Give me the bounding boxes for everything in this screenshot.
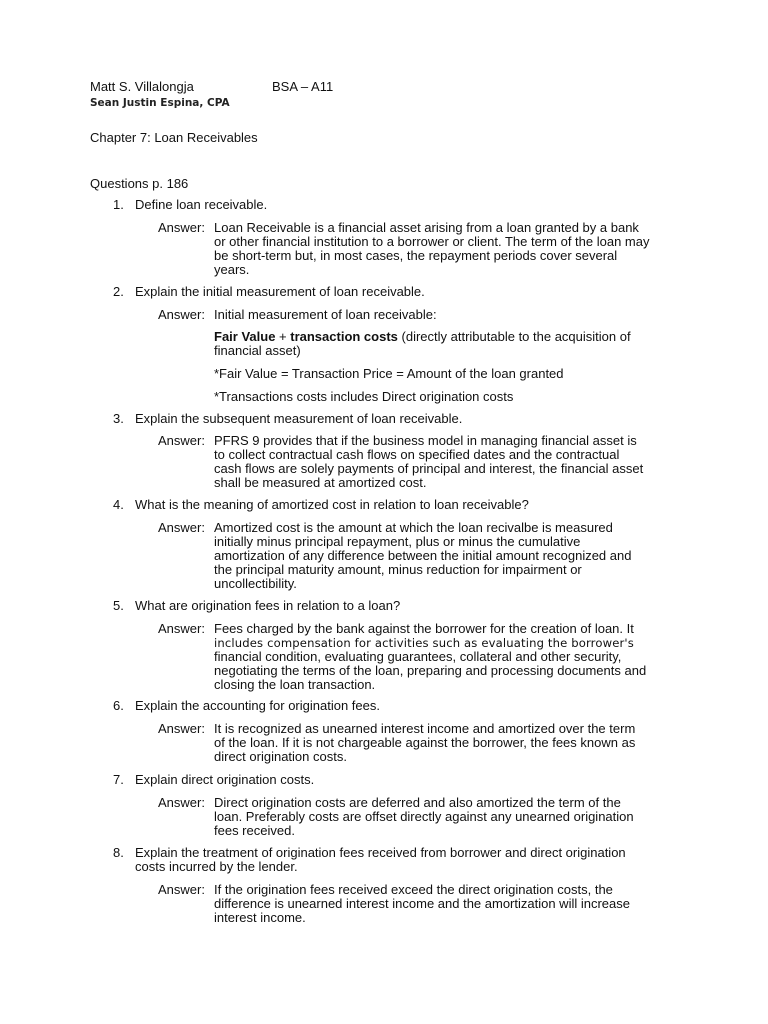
- question-text: Define loan receivable.: [135, 197, 268, 212]
- answer-8: [158, 883, 678, 925]
- question-number: 7.: [113, 772, 124, 787]
- question-number: 6.: [113, 698, 124, 713]
- question-number: 1.: [113, 197, 124, 212]
- questions-heading: Questions p. 186: [90, 176, 189, 191]
- answer-1: [158, 221, 678, 277]
- answer-6: [158, 722, 678, 764]
- fair-value-term: Fair Value: [214, 329, 276, 344]
- answer-label: Answer:: [158, 433, 205, 448]
- chapter-title: Chapter 7: Loan Receivables: [90, 130, 258, 145]
- transaction-costs-term: transaction costs: [290, 329, 398, 344]
- question-text: Explain the accounting for origination fees.: [135, 698, 380, 713]
- answer-label: Answer:: [158, 621, 205, 636]
- answer-line: Loan Receivable is a financial asset arising from a loan granted by a bank: [214, 220, 639, 235]
- answer-line: to collect contractual cash flows on specified dates and the contractual: [214, 447, 620, 462]
- answer-line: closing the loan transaction.: [214, 677, 376, 692]
- fair-value-note: *Fair Value = Transaction Price = Amount of the loan granted: [214, 366, 564, 381]
- question-text: Explain direct origination costs.: [135, 772, 315, 787]
- answer-line: difference is unearned interest income and the amortization will increase: [214, 896, 630, 911]
- answer-line: amortization of any difference between the initial amount recognized and: [214, 548, 632, 563]
- answer-line: shall be measured at amortized cost.: [214, 475, 427, 490]
- question-number: 5.: [113, 598, 124, 613]
- answer-line: cash flows are solely payments of principal and interest, the financial asset: [214, 461, 644, 476]
- answer-3: [158, 434, 678, 490]
- answer-7: [158, 796, 678, 838]
- answer-label: Answer:: [158, 220, 205, 235]
- answer-line: of the loan. If it is not chargeable against the borrower, the fees known as: [214, 735, 636, 750]
- answer-line: uncollectibility.: [214, 576, 297, 591]
- answer-2: [158, 308, 678, 322]
- question-text: Explain the treatment of origination fees received from borrower and direct origination: [135, 845, 626, 860]
- answer-line: Direct origination costs are deferred and also amortized the term of the: [214, 795, 621, 810]
- answer-line: interest income.: [214, 910, 306, 925]
- question-text: costs incurred by the lender.: [135, 859, 298, 874]
- answer-label: Answer:: [158, 307, 205, 322]
- answer-line: financial condition, evaluating guarantees, collateral and other security,: [214, 649, 622, 664]
- question-number: 3.: [113, 411, 124, 426]
- question-3: [113, 412, 673, 426]
- answer-5: [158, 622, 678, 692]
- question-5: [113, 599, 673, 613]
- question-1: [113, 198, 673, 212]
- answer-label: Answer:: [158, 721, 205, 736]
- question-4: [113, 498, 673, 512]
- question-text: Explain the subsequent measurement of loan receivable.: [135, 411, 463, 426]
- answer-line: It is recognized as unearned interest income and amortized over the term: [214, 721, 636, 736]
- answer-line: Initial measurement of loan receivable:: [214, 307, 437, 322]
- instructor-name: Sean Justin Espina, CPA: [90, 97, 230, 109]
- answer-line: direct origination costs.: [214, 749, 347, 764]
- course-section: BSA – A11: [272, 79, 334, 94]
- question-number: 4.: [113, 497, 124, 512]
- answer-line: includes compensation for activities such as evaluating the borrower's: [214, 636, 634, 650]
- answer-line: the principal maturity amount, minus reduction for impairment or: [214, 562, 582, 577]
- question-6: [113, 699, 673, 713]
- answer-line: Amortized cost is the amount at which the loan recivalbe is measured: [214, 520, 613, 535]
- answer-line: loan. Preferably costs are offset directly against any unearned origination: [214, 809, 634, 824]
- answer-line: Fees charged by the bank against the borrower for the creation of loan. It: [214, 621, 634, 636]
- question-number: 2.: [113, 284, 124, 299]
- answer-label: Answer:: [158, 520, 205, 535]
- question-8: [113, 846, 673, 874]
- question-number: 8.: [113, 845, 124, 860]
- formula-note-continued: financial asset): [214, 343, 301, 358]
- answer-line: If the origination fees received exceed the direct origination costs, the: [214, 882, 613, 897]
- student-name: Matt S. Villalongja: [90, 79, 194, 94]
- answer-line: be short-term but, in most cases, the repayment periods cover several: [214, 248, 618, 263]
- answer-line: negotiating the terms of the loan, preparing and processing documents and: [214, 663, 647, 678]
- answer-line: initially minus principal repayment, plus or minus the cumulative: [214, 534, 581, 549]
- question-text: What is the meaning of amortized cost in relation to loan receivable?: [135, 497, 529, 512]
- answer-label: Answer:: [158, 882, 205, 897]
- answer-line: PFRS 9 provides that if the business model in managing financial asset is: [214, 433, 637, 448]
- question-2: [113, 285, 673, 299]
- document-header: [90, 80, 690, 110]
- question-7: [113, 773, 673, 787]
- answer-4: [158, 521, 678, 591]
- formula-note: (directly attributable to the acquisition of: [397, 329, 631, 344]
- initial-measurement-formula: [214, 330, 674, 358]
- transaction-costs-note: *Transactions costs includes Direct origination costs: [214, 389, 514, 404]
- question-text: Explain the initial measurement of loan receivable.: [135, 284, 425, 299]
- question-text: What are origination fees in relation to a loan?: [135, 598, 401, 613]
- plus-sign: +: [275, 329, 291, 344]
- answer-line: years.: [214, 262, 250, 277]
- answer-line: or other financial institution to a borrower or client. The term of the loan may: [214, 234, 650, 249]
- answer-line: fees received.: [214, 823, 295, 838]
- answer-label: Answer:: [158, 795, 205, 810]
